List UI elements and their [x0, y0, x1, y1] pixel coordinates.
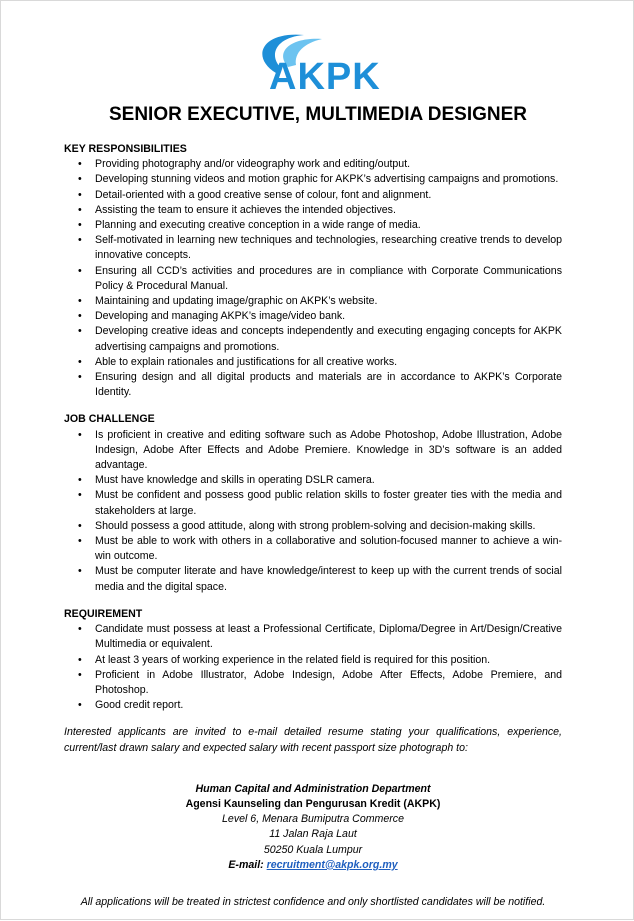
list-item: • Assisting the team to ensure it achieves the intended objectives. — [95, 203, 562, 218]
bullet-icon: • — [78, 188, 82, 201]
bullet-icon: • — [78, 653, 82, 666]
list-item: • Developing and managing AKPK’s image/video bank. — [95, 309, 562, 324]
bullet-icon: • — [78, 203, 82, 216]
bullet-icon: • — [78, 234, 82, 247]
list-item: • Maintaining and updating image/graphic on AKPK’s website. — [95, 294, 562, 309]
bullet-icon: • — [78, 535, 82, 548]
list-item: • Good credit report. — [95, 698, 562, 713]
job-description — [64, 142, 562, 921]
section-requirement — [64, 607, 562, 713]
list-item: • Candidate must possess at least a Professional Certificate, Diploma/Degree in Art/Design/Creative Multimedia or equivalent. — [78, 623, 562, 651]
department-name: Human Capital and Administration Department — [195, 782, 431, 795]
section-title: JOB CHALLENGE — [64, 413, 155, 426]
bullet-list — [64, 428, 562, 595]
bullet-icon: • — [78, 264, 82, 277]
bullet-icon: • — [78, 699, 82, 712]
list-item: • At least 3 years of working experience in the related field is required for this position. — [95, 653, 562, 668]
list-item: • Ensuring design and all digital products and materials are in accordance to AKPK’s Corporate Identity. — [78, 371, 562, 399]
bullet-icon: • — [78, 219, 82, 232]
logo-text: AKPK — [269, 56, 381, 98]
bullet-icon: • — [78, 668, 82, 681]
email-line — [64, 858, 562, 873]
list-item: • Developing stunning videos and motion graphic for AKPK’s advertising campaigns and promotions. — [95, 172, 562, 187]
list-item: • Must be confident and possess good public relation skills to foster greater ties with the media and stakeholders at large. — [78, 489, 562, 517]
section-key-responsibilities — [64, 142, 562, 400]
bullet-icon: • — [78, 173, 82, 186]
akpk-logo — [244, 27, 394, 99]
list-item: • Developing creative ideas and concepts independently and executing engaging concepts for AKPK advertising campaigns and promotions. — [78, 325, 562, 353]
bullet-list — [64, 622, 562, 713]
application-intro: Interested applicants are invited to e-mail detailed resume stating your qualifications, experience, current/last drawn salary and expected salary with recent passport size photograph to: — [64, 726, 562, 754]
bullet-icon: • — [78, 519, 82, 532]
bullet-icon: • — [78, 355, 82, 368]
address-line: Level 6, Menara Bumiputra Commerce — [222, 813, 404, 826]
bullet-icon: • — [78, 489, 82, 502]
list-item: • Able to explain rationales and justifications for all creative works. — [95, 355, 562, 370]
agency-name: Agensi Kaunseling dan Pengurusan Kredit (AKPK) — [185, 797, 441, 810]
list-item: • Is proficient in creative and editing software such as Adobe Photoshop, Adobe Illustration, Adobe Indesign, Adobe After Effects and Adobe Premiere. Knowledge in 3D’s software is an added advantage. — [78, 428, 562, 472]
section-job-challenge — [64, 412, 562, 594]
bullet-icon: • — [78, 325, 82, 338]
bullet-icon: • — [78, 295, 82, 308]
section-title: KEY RESPONSIBILITIES — [64, 143, 187, 155]
email-link[interactable]: recruitment@akpk.org.my — [266, 858, 398, 871]
bullet-icon: • — [78, 158, 82, 171]
bullet-icon: • — [78, 428, 82, 441]
bullet-icon: • — [78, 371, 82, 384]
page-title: SENIOR EXECUTIVE, MULTIMEDIA DESIGNER — [108, 104, 528, 125]
bullet-icon: • — [78, 565, 82, 578]
list-item: • Self-motivated in learning new techniques and technologies, researching creative trends to develop innovative concepts. — [78, 234, 562, 262]
list-item: • Should possess a good attitude, along with strong problem-solving and decision-making skills. — [95, 519, 562, 534]
bullet-icon: • — [78, 474, 82, 487]
list-item: • Planning and executing creative conception in a wide range of media. — [95, 218, 562, 233]
list-item: • Detail-oriented with a good creative sense of colour, font and alignment. — [95, 188, 562, 203]
email-label: E-mail: — [228, 858, 267, 871]
list-item: • Must be computer literate and have knowledge/interest to keep up with the current trends of social media and the digital space. — [78, 565, 562, 593]
address-line: 50250 Kuala Lumpur — [263, 843, 363, 856]
footer-note: All applications will be treated in strictest confidence and only shortlisted candidates will be notified. — [80, 895, 546, 908]
section-title: REQUIREMENT — [64, 607, 143, 620]
bullet-list — [64, 157, 562, 400]
list-item: • Providing photography and/or videography work and editing/output. — [95, 157, 562, 172]
list-item: • Proficient in Adobe Illustrator, Adobe Indesign, Adobe After Effects, Adobe Premiere, and Photoshop. — [78, 668, 562, 696]
list-item: • Must have knowledge and skills in operating DSLR camera. — [95, 473, 562, 488]
list-item: • Ensuring all CCD’s activities and procedures are in compliance with Corporate Communications Policy & Procedural Manual. — [78, 264, 562, 292]
bullet-icon: • — [78, 310, 82, 323]
contact-block — [64, 782, 562, 873]
address-line: 11 Jalan Raja Laut — [269, 828, 357, 841]
list-item: • Must be able to work with others in a collaborative and solution-focused manner to achieve a win-win outcome. — [78, 535, 562, 563]
bullet-icon: • — [78, 623, 82, 636]
